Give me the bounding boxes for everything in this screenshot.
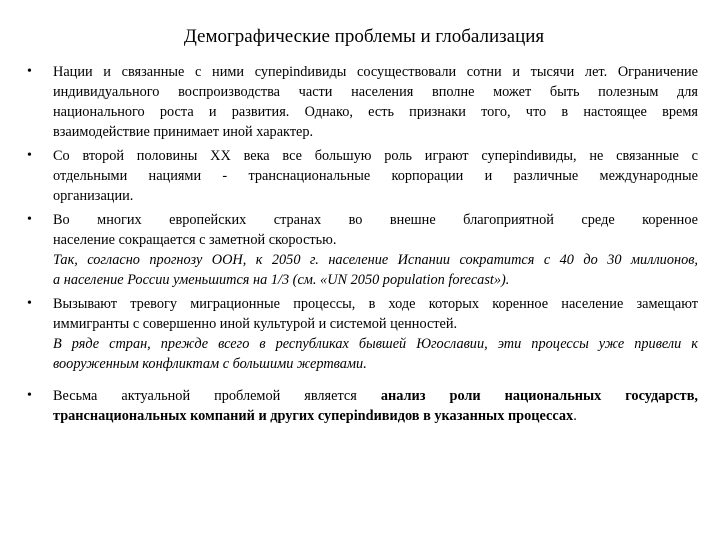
- item-text-line: организации.: [53, 188, 134, 204]
- list-item: [0, 386, 728, 426]
- italic-note: [53, 250, 698, 290]
- item-suffix: .: [573, 408, 577, 424]
- item-text-line: взаимодействие принимает иной характер.: [53, 124, 314, 140]
- bullet-icon: •: [27, 296, 32, 311]
- item-plain-text: Весьма актуальной проблемой является: [53, 388, 381, 404]
- item-text-line: иммигранты с совершенно иной культурой и системой ценностей.: [53, 316, 458, 332]
- list-item: [0, 62, 728, 142]
- italic-note: [53, 334, 698, 374]
- item-text-line: индивидуального воспроизводства части населения вполне может быть полезным для: [53, 84, 698, 100]
- item-text-line: [53, 386, 698, 406]
- list-item: [0, 210, 728, 290]
- item-text-line: население сокращается с заметной скоростью.: [53, 232, 337, 248]
- note-line: вооруженным конфликтам с большими жертвами.: [53, 356, 367, 372]
- item-text-line: Во многих европейских странах во внешне благоприятной среде коренное: [53, 212, 698, 228]
- bullet-list: [0, 62, 728, 430]
- slide-title: Демографические проблемы и глобализация: [183, 26, 545, 47]
- list-item: [0, 146, 728, 206]
- item-bold-text: транснациональных компаний и других суперindивидов в указанных процессах: [53, 408, 574, 424]
- item-text-line: отдельными нациями - транснациональные корпорации и различные международные: [53, 168, 698, 184]
- item-text-line: Нации и связанные с ними суперindивиды сосуществовали сотни и тысячи лет. Ограничение: [53, 64, 698, 80]
- bullet-icon: •: [27, 148, 32, 163]
- bullet-icon: •: [27, 388, 32, 403]
- item-text-line: Вызывают тревогу миграционные процессы, в ходе которых коренное население замещают: [53, 296, 698, 312]
- note-line: а население России уменьшится на 1/3 (см. «UN 2050 population forecast»).: [53, 272, 510, 288]
- bullet-icon: •: [27, 64, 32, 79]
- item-text-line: [53, 406, 698, 426]
- list-item: [0, 294, 728, 374]
- item-text-line: Со второй половины XX века все большую роль играют суперindивиды, не связанные с: [53, 148, 698, 164]
- bullet-icon: •: [27, 212, 32, 227]
- note-line: Так, согласно прогнозу ООН, к 2050 г. население Испании сократится с 40 до 30 миллионов,: [53, 252, 698, 268]
- note-line: В ряде стран, прежде всего в республиках бывшей Югославии, эти процессы уже привели к: [53, 336, 698, 352]
- item-text-line: национального роста и развития. Однако, есть признаки того, что в настоящее время: [53, 104, 698, 120]
- item-bold-text: анализ роли национальных государств,: [380, 388, 698, 404]
